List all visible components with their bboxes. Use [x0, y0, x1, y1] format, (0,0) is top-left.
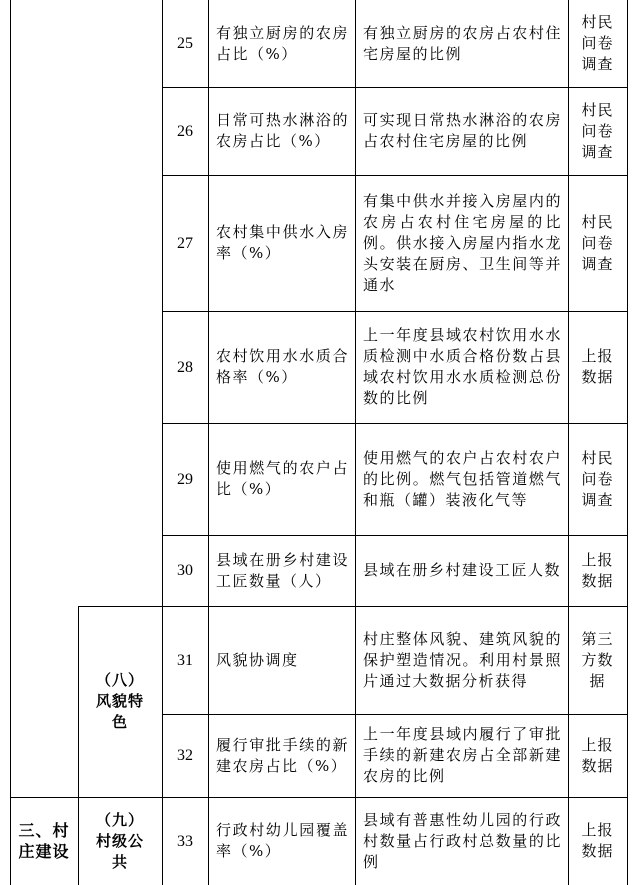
row-number: 28: [177, 358, 193, 376]
row-number: 25: [177, 35, 193, 52]
indicator-description-text: 县域有普惠性幼儿园的行政村数量占行政村总数量的比例: [363, 810, 562, 871]
indicator-name: [208, 175, 355, 311]
indicator-name-text: 风貌协调度: [216, 650, 299, 669]
table-border-right: [627, 0, 628, 885]
category-label: [78, 606, 162, 797]
row-number: 29: [177, 470, 193, 488]
category-label-text: （九）村级公共: [95, 810, 144, 871]
indicator-description-text: 有集中供水并接入房屋内的农房占农村住宅房屋的比例。供水接入房屋内指水龙头安装在厨房、卫生间等并通水: [363, 191, 562, 294]
indicator-description-text: 县域在册乡村建设工匠人数: [363, 561, 562, 579]
data-source: [568, 0, 627, 87]
indicator-description: [355, 535, 568, 606]
data-source: [568, 423, 627, 535]
indicator-name: [208, 87, 355, 175]
indicator-name-text: 农村集中供水入房率（%）: [216, 223, 349, 262]
indicator-description-text: 上一年度县域内履行了审批手续的新建农房占全部新建农房的比例: [363, 725, 562, 785]
data-source-text: 村民问卷调查: [581, 448, 614, 509]
data-source-text: 上报数据: [581, 821, 614, 860]
indicator-name: [208, 535, 355, 606]
category-label: [78, 797, 162, 885]
indicator-name-text: 日常可热水淋浴的农房占比（%）: [216, 111, 349, 150]
indicator-description: [355, 311, 568, 423]
indicator-name-text: 使用燃气的农户占比（%）: [216, 459, 349, 498]
data-source: [568, 87, 627, 175]
indicator-description: [355, 714, 568, 797]
indicator-name: [208, 311, 355, 423]
data-source: [568, 714, 627, 797]
data-source-text: 村民问卷调查: [581, 13, 614, 73]
indicator-description-text: 上一年度县域农村饮用水水质检测中水质合格份数占县域农村饮用水水质检测总份数的比例: [363, 326, 562, 407]
indicator-description: [355, 175, 568, 311]
indicator-description: [355, 606, 568, 714]
indicator-description-text: 可实现日常热水淋浴的农房占农村住宅房屋的比例: [363, 111, 562, 150]
indicator-name-text: 履行审批手续的新建农房占比（%）: [216, 735, 349, 775]
indicator-name: [208, 606, 355, 714]
data-source-text: 村民问卷调查: [581, 212, 614, 273]
indicator-description-text: 有独立厨房的农房占农村住宅房屋的比例: [363, 23, 562, 63]
data-source-text: 上报数据: [581, 735, 614, 775]
data-source-text: 村民问卷调查: [581, 100, 614, 161]
data-source: [568, 797, 627, 885]
section-label-text: 三、村庄建设: [18, 821, 70, 861]
row-number: 26: [177, 122, 193, 140]
data-source-text: 上报数据: [581, 550, 614, 590]
indicator-name: [208, 423, 355, 535]
indicator-name-text: 农村饮用水水质合格率（%）: [216, 347, 349, 386]
indicator-description: [355, 797, 568, 885]
indicator-name: [208, 797, 355, 885]
data-source: [568, 606, 627, 714]
data-source-text: 第三方数据: [581, 629, 614, 690]
row-number: 33: [177, 832, 193, 850]
indicator-name: [208, 714, 355, 797]
indicator-description: [355, 423, 568, 535]
data-source: [568, 175, 627, 311]
indicator-description: [355, 0, 568, 87]
row-number: 30: [177, 562, 193, 579]
indicator-name-text: 有独立厨房的农房占比（%）: [216, 23, 349, 63]
category-label-text: （八）风貌特色: [95, 671, 144, 731]
row-number: 27: [177, 234, 193, 252]
indicator-name-text: 县域在册乡村建设工匠数量（人）: [216, 550, 349, 590]
data-source: [568, 311, 627, 423]
section-label: [10, 797, 78, 885]
indicator-name: [208, 0, 355, 87]
data-source: [568, 535, 627, 606]
table-border-left: [10, 0, 11, 885]
indicator-description: [355, 87, 568, 175]
data-source-text: 上报数据: [581, 347, 614, 386]
indicator-description-text: 村庄整体风貌、建筑风貌的保护塑造情况。利用村景照片通过大数据分析获得: [363, 629, 562, 690]
row-number: 31: [177, 651, 193, 669]
indicator-name-text: 行政村幼儿园覆盖率（%）: [216, 821, 349, 860]
indicator-description-text: 使用燃气的农户占农村农户的比例。燃气包括管道燃气和瓶（罐）装液化气等: [363, 448, 562, 509]
row-number: 32: [177, 747, 193, 764]
